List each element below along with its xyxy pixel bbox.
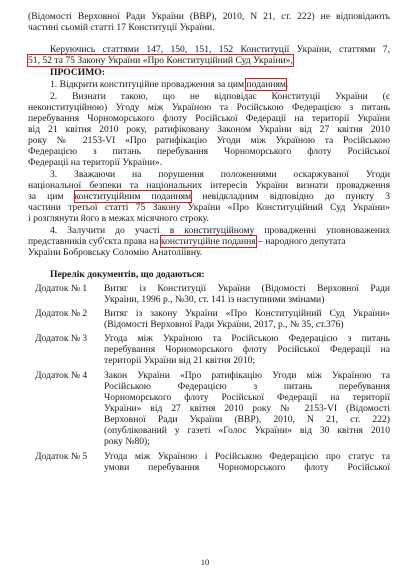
text-line: частині сьомій статті 17 Конституції України. — [28, 22, 215, 33]
page-number: 10 — [200, 557, 210, 567]
text-line: 4. Залучити до участі в конституційному провадженні уповноважених — [50, 225, 390, 236]
highlighted-phrase: конституційним поданням — [74, 191, 192, 202]
annex-line: Верховної Ради України (ВВР), 2010, N 21, ст. 222) — [104, 414, 390, 425]
annex-label: Додаток № 3 — [35, 333, 88, 344]
annex-line: року №80); — [104, 436, 150, 447]
annex-line: України» від 27 квітня 2010 року № 2153-VI (Відомості — [104, 403, 390, 414]
text-line: частини третьої статті 75 Закону України «Про Конституційний Суд України» — [28, 202, 390, 213]
text-line: неконституційною) Угоду між Україною та Російською Федерацією з питань — [28, 102, 390, 113]
annex-line: України, 1996 р., №30, ст. 141 із наступними змінами) — [104, 294, 325, 305]
annex-line: Угода між Україною та Російською Федерацією з питань — [104, 333, 390, 344]
text-line: національної безпеки та національних інтересів України визнати провадження — [28, 180, 390, 191]
annex-line: Російською Федерацією з питань перебування — [104, 381, 390, 392]
annex-label: Додаток № 1 — [35, 283, 88, 294]
annex-line: Чорноморського флоту Російської Федерації на території — [104, 392, 390, 403]
annex-line: Витяг із Конституції України (Відомості Верховної Ради — [104, 283, 390, 294]
text-line: року № 2153-VI «Про ратифікацію Угоди між Україною та Російською — [28, 135, 390, 146]
annex-line: (опублікований у газеті «Голос України» від 30 квітня 2010 — [104, 425, 390, 436]
annex-line: Закон України «Про ратифікацію Угоди між Україною та — [104, 370, 390, 381]
text-line: Керуючись статтями 147, 150, 151, 152 Конституції України, статтями 7, — [50, 44, 390, 55]
annex-label: Додаток № 2 — [35, 308, 88, 319]
annex-line: (Відомості Верховної Ради України, 2017, р., № 35, ст.376) — [104, 319, 344, 330]
text-line: 3. Зважаючи на порушення положеннями оскаржуваної Угоди — [50, 169, 390, 180]
text-line: (Відомості Верховної Ради України (ВВР), 2010, N 21, ст. 222) не відповідають — [28, 11, 390, 22]
annex-label: Додаток № 4 — [35, 370, 88, 381]
text-line: представників суб'єкта права на конституційне подання – народного депутата — [28, 236, 346, 247]
annex-line: Витяг із закону України «Про Конституційний Суд України» — [104, 308, 390, 319]
annex-line: перебування Чорноморського флоту Російської Федерації на — [104, 344, 390, 355]
text-line: України Бобровську Соломію Анатоліївну. — [28, 247, 203, 258]
annex-line: умови перебування Чорноморського флоту Російської — [104, 462, 390, 473]
highlighted-phrase: 51, 52 та 75 Закону України «Про Конституційний Суд України», — [28, 55, 293, 66]
text-line — [28, 55, 293, 66]
text-line: і розглянути його в межах місячного строку. — [28, 213, 209, 224]
text-line: 1. Відкрити конституційне провадження за цим поданням. — [50, 79, 289, 90]
highlighted-phrase: поданням — [246, 79, 286, 90]
annex-line: території України від 21 квітня 2010; — [104, 355, 256, 366]
section-heading: ПРОСИМО: — [50, 67, 105, 78]
list-title: Перелік документів, що додаються: — [50, 269, 205, 280]
text-line: від 21 квітня 2010 року, ратифіковану Законом України від 27 квітня 2010 — [28, 124, 390, 135]
text-line: Федерації на території України». — [28, 157, 163, 168]
highlighted-phrase: конституційне подання — [160, 236, 256, 247]
annex-line: Угода між Україною і Російською Федерацією про статус та — [104, 451, 390, 462]
text-line: 2. Визнати такою, що не відповідає Конституції України (є — [50, 91, 390, 102]
text-line: перебування Чорноморського флоту Російської Федерації на території України — [28, 113, 390, 124]
annex-label: Додаток № 5 — [35, 451, 88, 462]
text-line: Федерацією з питань перебування Чорноморського флоту Російської — [28, 146, 390, 157]
text-line: за цим конституційним поданням невідкладним відповідно до пункту 3 — [28, 191, 390, 202]
